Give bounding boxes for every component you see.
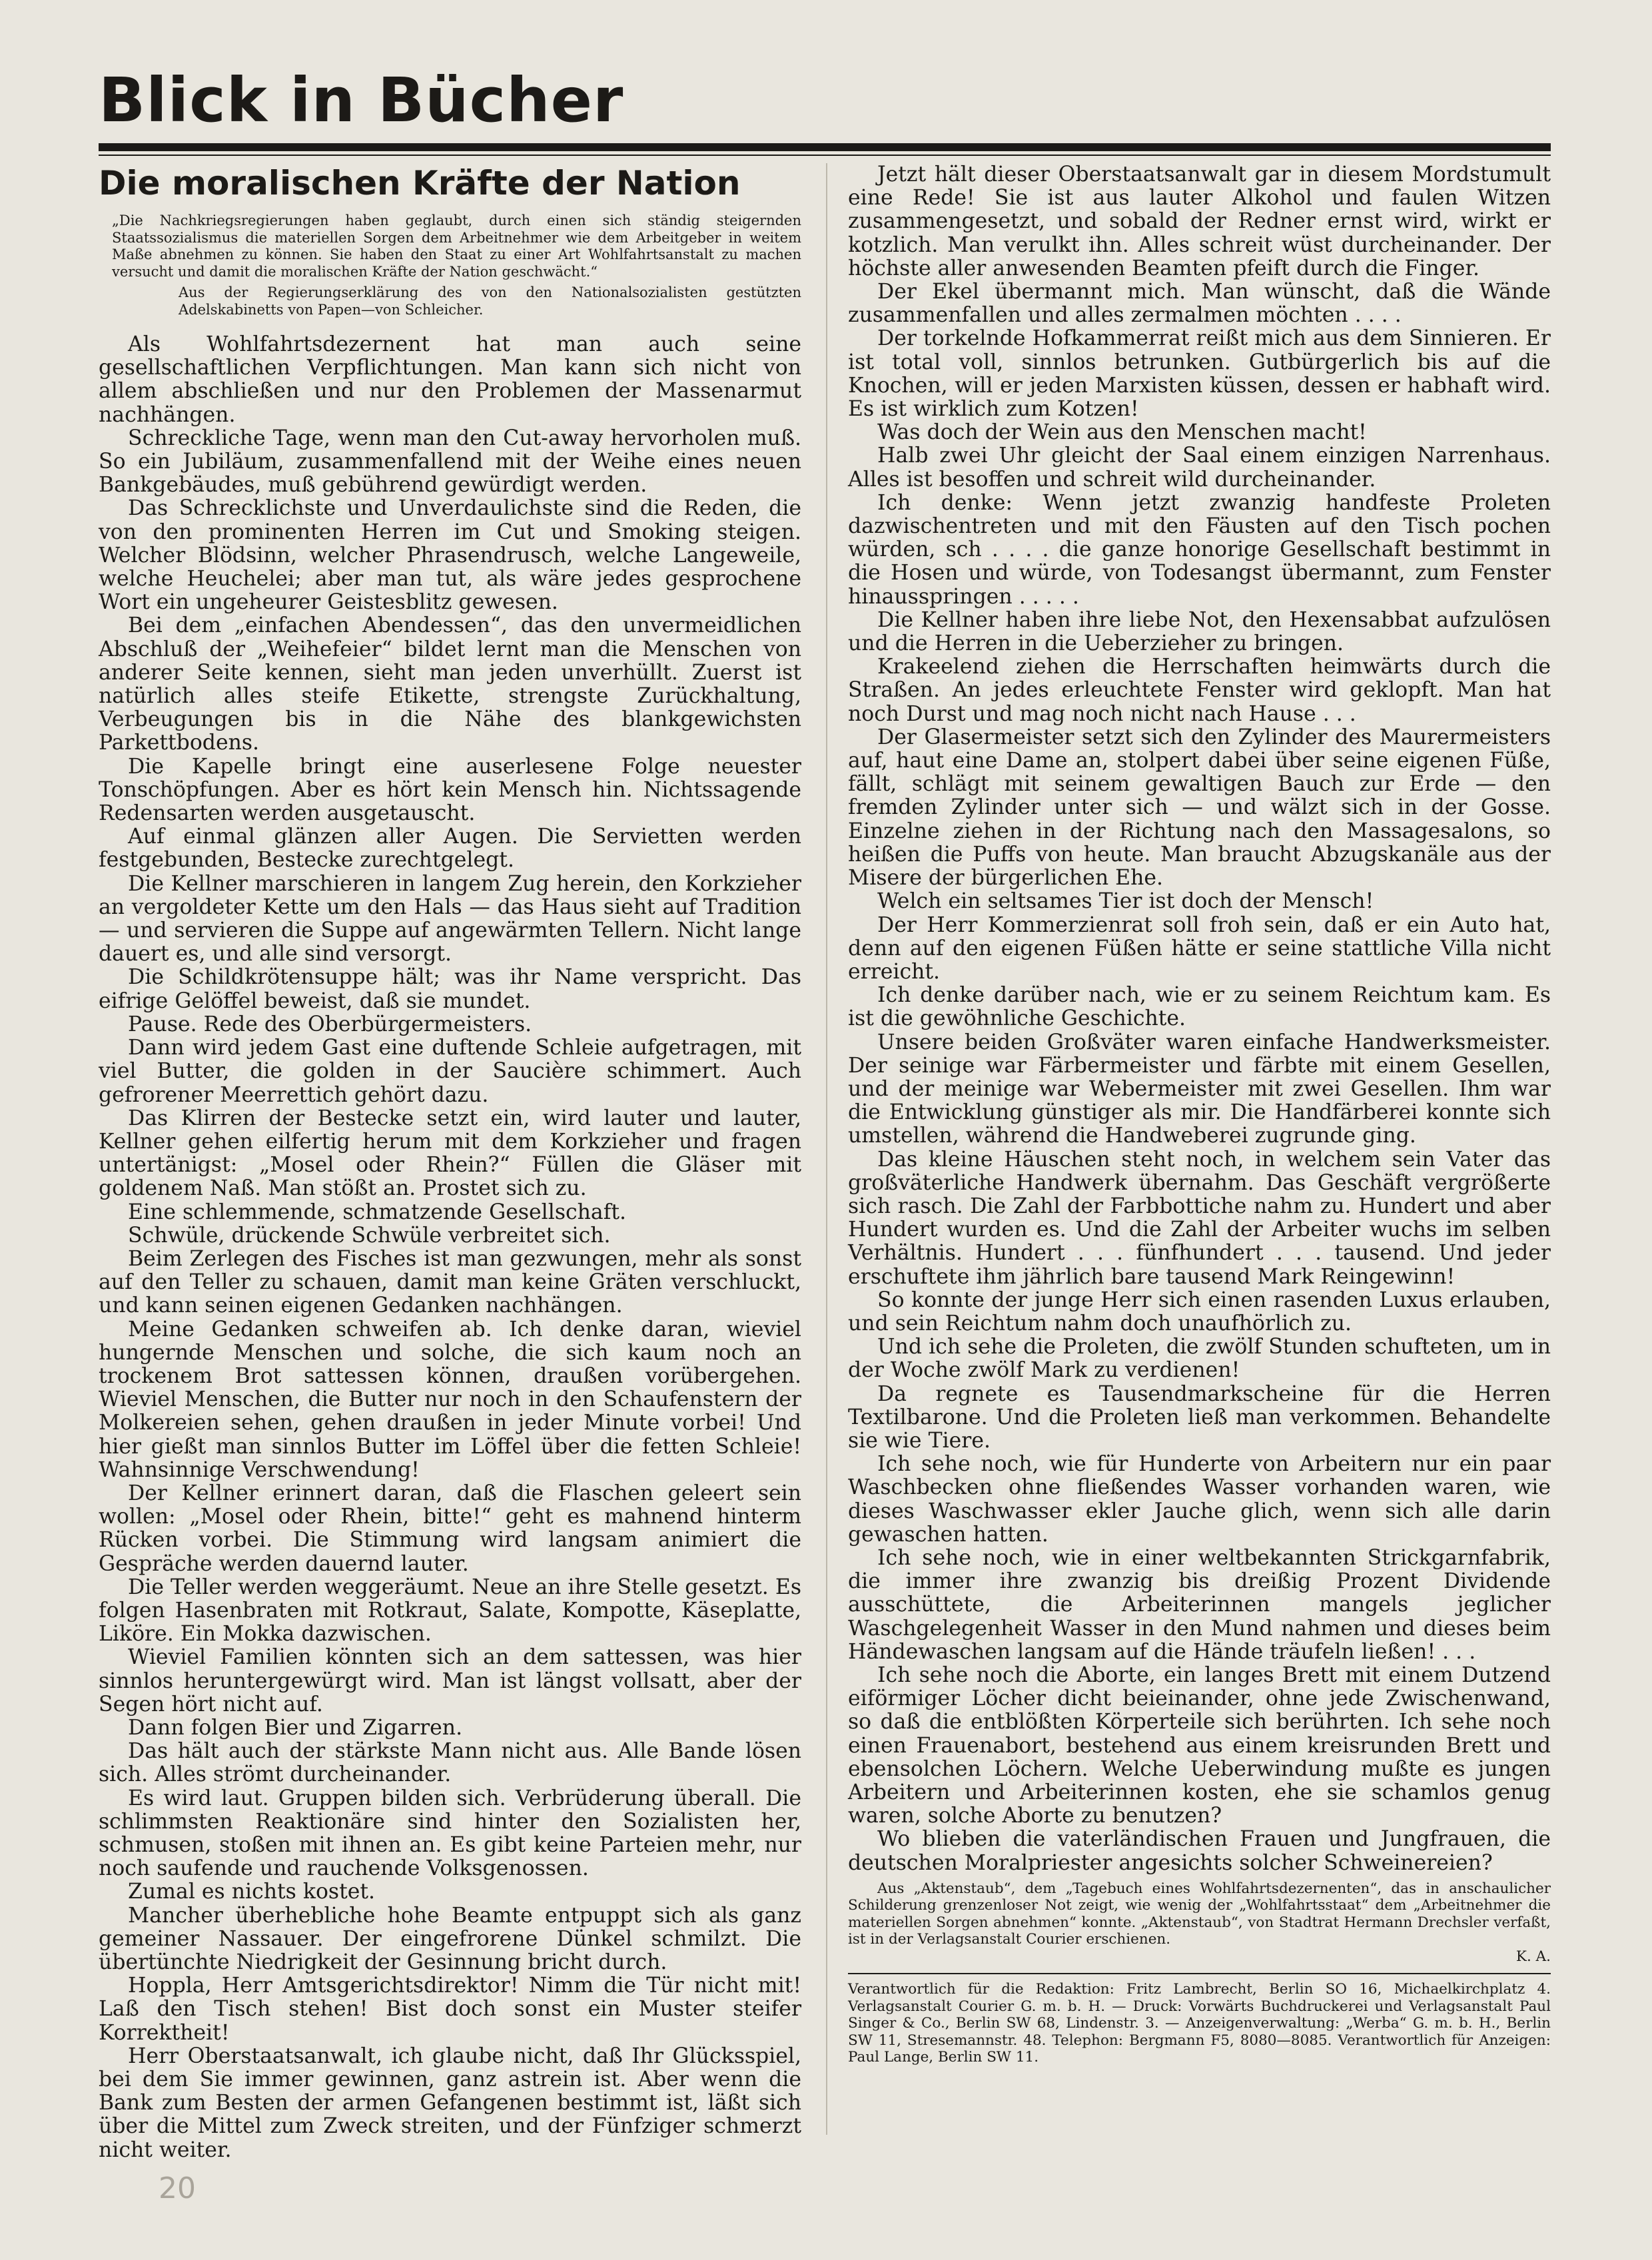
author-initials: K. A. [1515, 1948, 1551, 1965]
publisher-imprint: Verantwortlich für die Redaktion: Fritz Lambrecht, Berlin SO 16, Michaelkirchplatz 4. Verlagsanstalt Courier G. m. b. H. — Druck: Vorwärts Buchdruckerei und Verlagsanstalt Paul Singer & Co., Berlin SW 68, Lindenstr. 3. — Anzeigenverwaltung: „Werba“ G. m. b. H., Berlin SW 11, Stresemannstr. 48. Telephon: Bergmann F5, 8080—8085. Verantwortlich für Anzeigen: Paul Lange, Berlin SW 11. [848, 1981, 1551, 2066]
body-paragraph: Wo blieben die vaterländischen Frauen und Jungfrauen, die deutschen Moralpriester angesichts solcher Schweinereien? [848, 1827, 1551, 1875]
body-paragraph: Und ich sehe die Proleten, die zwölf Stunden schufteten, um in der Woche zwölf Mark zu verdienen! [848, 1335, 1551, 1383]
body-paragraph: Ich sehe noch, wie in einer weltbekannten Strickgarnfabrik, die immer ihre zwanzig bis dreißig Prozent Dividende ausschüttete, die Arbeiterinnen mangels jeglicher Waschgelegenheit Wasser in den Mund nahmen und dieses beim Händewaschen langsam auf die Hände träufeln ließen! . . . [848, 1545, 1551, 1664]
body-paragraph: Was doch der Wein aus den Menschen macht! [877, 420, 1367, 445]
left-column [99, 163, 801, 2162]
body-paragraph: Der Glasermeister setzt sich den Zylinder des Maurermeisters auf, haut eine Dame an, stolpert dabei über seine eigenen Füße, fällt, schlägt mit seinem gewaltigen Bauch zur Erde — den fremden Zylinder unter sich — und wälzt sich in der Gosse. Einzelne ziehen in der Richtung nach den Massagesalons, so heißen die Puffs von heute. Man braucht Abzugskanäle aus der Misere der bürgerlichen Ehe. [848, 725, 1551, 891]
body-paragraph: Das hält auch der stärkste Mann nicht aus. Alle Bande lösen sich. Alles strömt durcheinander. [99, 1739, 801, 1787]
body-paragraph: Die Kellner haben ihre liebe Not, den Hexensabbat aufzulösen und die Herren in die Ueberzieher zu bringen. [848, 607, 1551, 656]
body-paragraph: Der Herr Kommerzienrat soll froh sein, daß er ein Auto hat, denn auf den eigenen Füßen hätte er seine stattliche Villa nicht erreicht. [848, 913, 1551, 984]
body-paragraph: Hoppla, Herr Amtsgerichtsdirektor! Nimm die Tür nicht mit! Laß den Tisch stehen! Bist doch sonst ein Muster steifer Korrektheit! [99, 1974, 801, 2045]
epigraph-source: Aus der Regierungserklärung des von den Nationalsozialisten gestützten Adelskabinetts von Papen—von Schleicher. [179, 284, 801, 318]
body-paragraph: Zumal es nichts kostet. [128, 1880, 376, 1904]
body-paragraph: Das Klirren der Bestecke setzt ein, wird lauter und lauter, Kellner gehen eilfertig herum mit dem Korkzieher und fragen untertänigst: „Mosel oder Rhein?“ Füllen die Gläser mit goldenem Naß. Man stößt an. Prostet sich zu. [99, 1106, 801, 1201]
body-paragraph: Der Kellner erinnert daran, daß die Flaschen geleert sein wollen: „Mosel oder Rhein, bitte!“ geht es mahnend hinterm Rücken vorbei. Die Stimmung wird langsam animiert die Gespräche werden dauernd lauter. [99, 1481, 801, 1576]
body-paragraph: Die Teller werden weggeräumt. Neue an ihre Stelle gesetzt. Es folgen Hasenbraten mit Rotkraut, Salate, Kompotte, Käseplatte, Liköre. Ein Mokka dazwischen. [99, 1575, 801, 1647]
body-paragraph: Das Schrecklichste und Unverdaulichste sind die Reden, die von den prominenten Herren im Cut und Smoking steigen. Welcher Blödsinn, welcher Phrasendrusch, welche Langeweile, welche Heuchelei; aber man tut, als wäre jedes gesprochene Wort ein ungeheurer Geistesblitz gewesen. [99, 496, 801, 615]
body-paragraph: Pause. Rede des Oberbürgermeisters. [128, 1012, 532, 1036]
article-headline: Die moralischen Kräfte der Nation [99, 164, 741, 202]
body-paragraph: Es wird laut. Gruppen bilden sich. Verbrüderung überall. Die schlimmsten Reaktionäre sind hinter den Sozialisten her, schmusen, stoßen mit ihnen an. Es gibt keine Parteien mehr, nur noch saufende und rauchende Volksgenossen. [99, 1786, 801, 1881]
page-number: 20 [159, 2171, 196, 2205]
body-paragraph: Auf einmal glänzen aller Augen. Die Servietten werden festgebunden, Bestecke zurechtgelegt. [99, 825, 801, 873]
body-paragraph: Die Kellner marschieren in langem Zug herein, den Korkzieher an vergoldeter Kette um den Hals — das Haus sieht auf Tradition — und servieren die Suppe auf angewärmten Tellern. Nicht lange dauert es, und alle sind versorgt. [99, 871, 801, 966]
body-paragraph: So konnte der junge Herr sich einen rasenden Luxus erlauben, und sein Reichtum nahm doch unaufhörlich zu. [848, 1288, 1551, 1335]
right-column [848, 163, 1551, 2066]
body-paragraph: Das kleine Häuschen steht noch, in welchem sein Vater das großväterliche Handwerk übernahm. Das Geschäft vergrößerte sich rasch. Die Zahl der Farbbottiche nahm zu. Hundert und aber Hundert wurden es. Und die Zahl der Arbeiter wuchs im selben Verhältnis. Hundert . . . fünfhundert . . . tausend. Und jeder erschuftete ihm jährlich bare tausend Mark Reingewinn! [848, 1147, 1551, 1289]
body-paragraph: Beim Zerlegen des Fisches ist man gezwungen, mehr als sonst auf den Teller zu schauen, damit man keine Gräten verschluckt, und kann seinen eigenen Gedanken nachhängen. [99, 1246, 801, 1318]
body-paragraph: Ich sehe noch die Aborte, ein langes Brett mit einem Dutzend eiförmiger Löcher dicht beieinander, ohne jede Zwischenwand, so daß die entblößten Körperteile sich berührten. Ich sehe noch einen Frauenabort, bestehend aus einem kreisrunden Brett und ebensolchen Löchern. Welche Ueberwindung mußte es jungen Arbeitern und Arbeiterinnen kosten, ehe sie schamlos genug waren, solche Aborte zu benutzen? [848, 1663, 1551, 1828]
body-paragraph: Als Wohlfahrtsdezernent hat man auch seine gesellschaftlichen Verpflichtungen. Man kann sich nicht von allem abschließen und nur den Problemen der Massenarmut nachhängen. [99, 332, 801, 427]
body-paragraph: Dann folgen Bier und Zigarren. [128, 1715, 463, 1740]
body-paragraph: Da regnete es Tausendmarkscheine für die Herren Textilbarone. Und die Proleten ließ man verkommen. Behandelte sie wie Tiere. [848, 1381, 1551, 1453]
body-paragraph: Eine schlemmende, schmatzende Gesellschaft. [128, 1200, 627, 1224]
section-masthead: Blick in Bücher [99, 65, 624, 136]
book-citation: Aus „Aktenstaub“, dem „Tagebuch eines Wohlfahrtsdezernenten“, das in anschaulicher Schilderung grenzenloser Not zeigt, wie wenig der „Wohlfahrtsstaat“ dem „Arbeitnehmer die materiellen Sorgen abnehmen“ konnte. „Aktenstaub“, von Stadtrat Hermann Drechsler verfaßt, ist in der Verlagsanstalt Courier erschienen. [848, 1880, 1551, 1948]
body-paragraph: Ich denke darüber nach, wie er zu seinem Reichtum kam. Es ist die gewöhnliche Geschichte. [848, 983, 1551, 1031]
epigraph-quote: „Die Nachkriegsregierungen haben geglaubt, durch einen sich ständig steigernden Staatssozialismus die materiellen Sorgen dem Arbeitnehmer wie dem Arbeitgeber in weitem Maße abnehmen zu können. Sie haben den Staat zu einer Art Wohlfahrtsanstalt zu machen versucht und damit die moralischen Kräfte der Nation geschwächt.“ [112, 212, 801, 280]
body-paragraph: Welch ein seltsames Tier ist doch der Mensch! [877, 889, 1374, 914]
body-paragraph: Jetzt hält dieser Oberstaatsanwalt gar in diesem Mordstumult eine Rede! Sie ist aus lauter Alkohol und faulen Witzen zusammengesetzt, und sobald der Redner ernst wird, wirkt er kotzlich. Man verulkt ihn. Alles schreit wüst durcheinander. Der höchste aller anwesenden Beamten pfeift durch die Finger. [848, 163, 1551, 280]
body-paragraph: Der Ekel übermannt mich. Man wünscht, daß die Wände zusammenfallen und alles zermalmen möchten . . . . [848, 280, 1551, 328]
body-paragraph: Herr Oberstaatsanwalt, ich glaube nicht, daß Ihr Glücksspiel, bei dem Sie immer gewinnen, ganz astrein ist. Aber wenn die Bank zum Besten der armen Gefangenen bestimmt ist, läßt sich über die Mittel zum Zweck streiten, und der Fünfziger schmerzt nicht weiter. [99, 2044, 801, 2162]
body-paragraph: Schreckliche Tage, wenn man den Cut-away hervorholen muß. So ein Jubiläum, zusammenfallend mit der Weihe eines neuen Bankgebäudes, muß gebührend gewürdigt werden. [99, 426, 801, 498]
left-body-text [99, 333, 801, 2162]
body-paragraph: Krakeelend ziehen die Herrschaften heimwärts durch die Straßen. An jedes erleuchtete Fenster wird geklopft. Man hat noch Durst und mag noch nicht nach Hause . . . [848, 655, 1551, 726]
right-body-text [848, 163, 1551, 1875]
body-paragraph: Die Kapelle bringt eine auserlesene Folge neuester Tonschöpfungen. Aber es hört kein Mensch hin. Nichtssagende Redensarten werden ausgetauscht. [99, 754, 801, 826]
body-paragraph: Unsere beiden Großväter waren einfache Handwerksmeister. Der seinige war Färbermeister und färbte mit einem Gesellen, und der meinige war Webermeister mit zwei Gesellen. Ihm war die Entwicklung günstiger als mir. Die Handfärberei konnte sich umstellen, während die Handweberei zugrunde ging. [848, 1030, 1551, 1148]
body-paragraph: Schwüle, drückende Schwüle verbreitet sich. [128, 1223, 611, 1248]
masthead-rule [99, 143, 1551, 151]
body-paragraph: Dann wird jedem Gast eine duftende Schleie aufgetragen, mit viel Butter, die golden in der Saucière schimmert. Auch gefrorener Meerrettich gehört dazu. [99, 1036, 801, 1107]
column-divider [826, 163, 827, 2135]
body-paragraph: Ich sehe noch, wie für Hunderte von Arbeitern nur ein paar Waschbecken ohne fließendes Wasser vorhanden waren, wie dieses Waschwasser ekler Jauche glich, wenn sich alle darin gewaschen hatten. [848, 1452, 1551, 1547]
masthead-rule-thin [99, 155, 1551, 156]
body-paragraph: Die Schildkrötensuppe hält; was ihr Name verspricht. Das eifrige Gelöffel beweist, daß sie mundet. [99, 965, 801, 1013]
body-paragraph: Meine Gedanken schweifen ab. Ich denke daran, wieviel hungernde Menschen und solche, die sich kaum noch an trockenem Brot sattessen können, draußen vorübergehen. Wieviel Menschen, die Butter nur noch in den Schaufenstern der Molkereien sehen, gehen draußen in jeder Minute vorbei! Und hier gießt man sinnlos Butter im Löffel über die fetten Schleie! Wahnsinnige Verschwendung! [99, 1317, 801, 1482]
body-paragraph: Ich denke: Wenn jetzt zwanzig handfeste Proleten dazwischentreten und mit den Fäusten auf den Tisch pochen würden, sch . . . . die ganze honorige Gesellschaft bestimmt in die Hosen und würde, von Todesangst übermannt, zum Fenster hinausspringen . . . . . [848, 490, 1551, 609]
imprint-divider [848, 1973, 1551, 1974]
body-paragraph: Halb zwei Uhr gleicht der Saal einem einzigen Narrenhaus. Alles ist besoffen und schreit wild durcheinander. [848, 444, 1551, 492]
body-paragraph: Der torkelnde Hofkammerrat reißt mich aus dem Sinnieren. Er ist total voll, sinnlos betrunken. Gutbürgerlich bis auf die Knochen, will er jeden Marxisten küssen, dessen er habhaft wird. Es ist wirklich zum Kotzen! [848, 326, 1551, 422]
body-paragraph: Wieviel Familien könnten sich an dem sattessen, was hier sinnlos heruntergewürgt wird. Man ist längst vollsatt, aber der Segen hört nicht auf. [99, 1645, 801, 1716]
body-paragraph: Mancher überhebliche hohe Beamte entpuppt sich als ganz gemeiner Nassauer. Der eingefrorene Dünkel schmilzt. Die übertünchte Niedrigkeit der Gesinnung bricht durch. [99, 1903, 801, 1975]
body-paragraph: Bei dem „einfachen Abendessen“, das den unvermeidlichen Abschluß der „Weihefeier“ bildet lernt man die Menschen von anderer Seite kennen, sieht man jeden unverhüllt. Zuerst ist natürlich alles steife Etikette, strengste Zurückhaltung, Verbeugungen bis in die Nähe des blankgewichsten Parkettbodens. [99, 613, 801, 755]
